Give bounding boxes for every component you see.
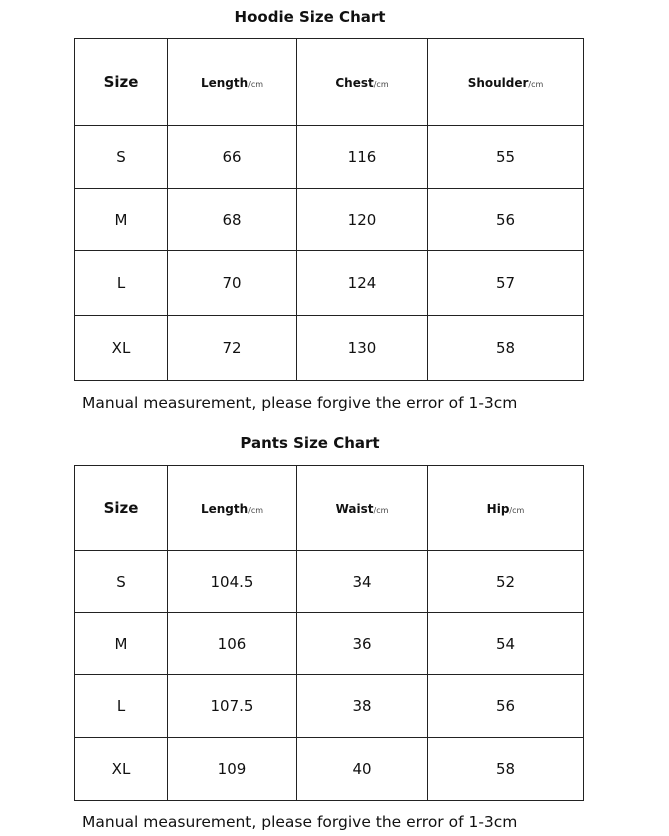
length-cell: 68 — [168, 189, 297, 251]
pants-measurement-note: Manual measurement, please forgive the error of 1-3cm — [82, 813, 518, 831]
size-cell: XL — [75, 738, 168, 801]
length-cell: 70 — [168, 251, 297, 316]
pants-size-table — [74, 465, 584, 801]
length-cell: 72 — [168, 316, 297, 381]
hoodie-measurement-note: Manual measurement, please forgive the error of 1-3cm — [82, 394, 518, 412]
table-row — [75, 551, 584, 613]
table-row — [75, 189, 584, 251]
header-size: Size — [75, 39, 168, 126]
table-header-row — [75, 466, 584, 551]
hip-cell: 56 — [428, 675, 584, 738]
length-cell: 109 — [168, 738, 297, 801]
header-size: Size — [75, 466, 168, 551]
shoulder-cell: 56 — [428, 189, 584, 251]
table-row — [75, 675, 584, 738]
chest-cell: 120 — [297, 189, 428, 251]
shoulder-cell: 58 — [428, 316, 584, 381]
header-shoulder: Shoulder/cm — [428, 39, 584, 126]
header-waist: Waist/cm — [297, 466, 428, 551]
header-hip: Hip/cm — [428, 466, 584, 551]
size-cell: M — [75, 189, 168, 251]
shoulder-cell: 57 — [428, 251, 584, 316]
pants-chart-title: Pants Size Chart — [240, 434, 380, 452]
size-cell: S — [75, 551, 168, 613]
table-row — [75, 126, 584, 189]
size-cell: XL — [75, 316, 168, 381]
length-cell: 66 — [168, 126, 297, 189]
header-length: Length/cm — [168, 466, 297, 551]
length-cell: 104.5 — [168, 551, 297, 613]
hoodie-chart-title: Hoodie Size Chart — [234, 8, 386, 26]
chest-cell: 116 — [297, 126, 428, 189]
header-length: Length/cm — [168, 39, 297, 126]
hip-cell: 52 — [428, 551, 584, 613]
waist-cell: 34 — [297, 551, 428, 613]
table-row — [75, 613, 584, 675]
size-cell: M — [75, 613, 168, 675]
table-row — [75, 738, 584, 801]
table-row — [75, 251, 584, 316]
table-header-row — [75, 39, 584, 126]
hip-cell: 54 — [428, 613, 584, 675]
size-cell: L — [75, 251, 168, 316]
waist-cell: 40 — [297, 738, 428, 801]
hip-cell: 58 — [428, 738, 584, 801]
chest-cell: 130 — [297, 316, 428, 381]
length-cell: 106 — [168, 613, 297, 675]
header-chest: Chest/cm — [297, 39, 428, 126]
waist-cell: 36 — [297, 613, 428, 675]
size-cell: S — [75, 126, 168, 189]
table-row — [75, 316, 584, 381]
length-cell: 107.5 — [168, 675, 297, 738]
hoodie-size-table — [74, 38, 584, 381]
waist-cell: 38 — [297, 675, 428, 738]
chest-cell: 124 — [297, 251, 428, 316]
size-cell: L — [75, 675, 168, 738]
shoulder-cell: 55 — [428, 126, 584, 189]
